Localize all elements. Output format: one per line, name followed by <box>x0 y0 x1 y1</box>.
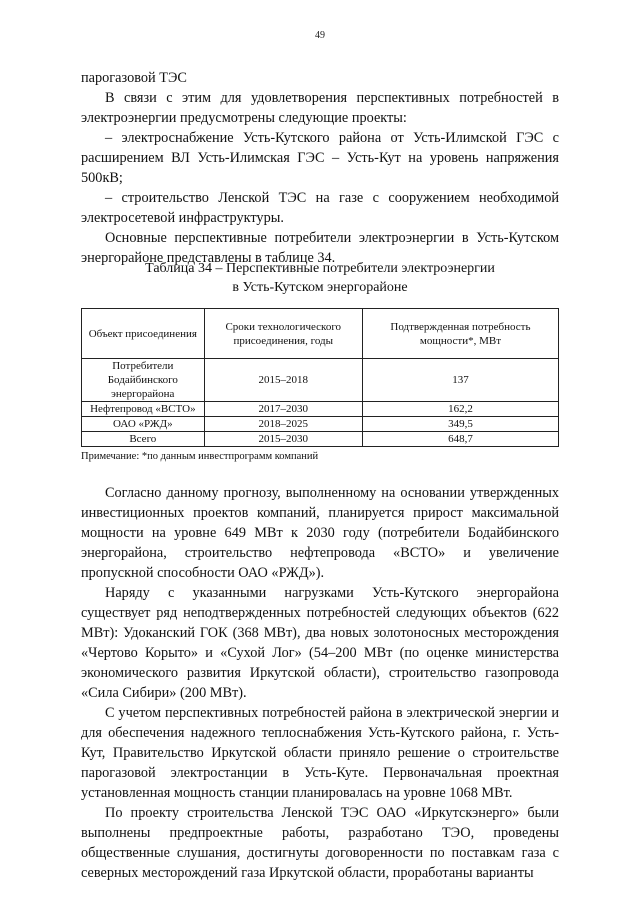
cell-object: Нефтепровод «ВСТО» <box>82 402 205 417</box>
table-row <box>82 417 559 432</box>
paragraph-unconfirmed-needs: Наряду с указанными нагрузками Усть-Кутского энергорайона существует ряд неподтвержденных потребностей следующих объектов (622 МВт): Удоканский ГОК (368 МВт), два новых золотоносных месторождения «Чертово Корыто» и «Сухой Лог» (54–200 МВт (по оценке министерства экономического развития Иркутской области), строительство газопровода «Сила Сибири» (200 МВт). <box>81 585 559 701</box>
cell-terms: 2015–2030 <box>204 432 362 447</box>
table-caption-line-1: Таблица 34 – Перспективные потребители электроэнергии <box>145 261 495 276</box>
table-row-total <box>82 432 559 447</box>
cell-capacity: 137 <box>362 359 558 402</box>
header-object: Объект присоединения <box>82 309 205 359</box>
cell-capacity: 648,7 <box>362 432 558 447</box>
cell-object: ОАО «РЖД» <box>82 417 205 432</box>
paragraph-forecast: Согласно данному прогнозу, выполненному на основании утвержденных инвестиционных проектов компаний, планируется прирост максимальной мощности на уровне 649 МВт к 2030 году (потребители Бодайбинского энергорайона, строительство нефтепровода «ВСТО» и увеличение пропускной способности ОАО «РЖД»). <box>81 485 559 581</box>
table-caption-line-2: в Усть-Кутском энергорайоне <box>232 280 408 295</box>
header-terms: Сроки технологического присоединения, годы <box>204 309 362 359</box>
cell-capacity: 162,2 <box>362 402 558 417</box>
consumers-table <box>81 308 559 447</box>
cell-terms: 2017–2030 <box>204 402 362 417</box>
table-header-row <box>82 309 559 359</box>
paragraph-table-reference: Основные перспективные потребители электроэнергии в Усть-Кутском энергорайоне представлены в таблице 34. <box>81 230 559 266</box>
table-row <box>82 402 559 417</box>
paragraph-projects-intro: В связи с этим для удовлетворения перспективных потребностей в электроэнергии предусмотрены следующие проекты: <box>81 90 559 126</box>
paragraph-government-decision: С учетом перспективных потребностей района в электрической энергии и для обеспечения надежного теплоснабжения Усть-Кутского района, г. Усть-Кут, Правительство Иркутской области приняло решение о строительстве парогазовой электростанции в Усть-Куте. Первоначальная проектная установленная мощность станции планировалась на уровне 1068 МВт. <box>81 705 559 801</box>
table-note: Примечание: *по данным инвестпрограмм компаний <box>81 451 319 462</box>
page-number: 49 <box>315 30 325 41</box>
cell-terms: 2015–2018 <box>204 359 362 402</box>
intro-text <box>81 68 559 268</box>
cell-object: Потребители Бодайбинского энергорайона <box>82 359 205 402</box>
paragraph-lenskaya-project: По проекту строительства Ленской ТЭС ОАО «Иркутскэнерго» были выполнены предпроектные работы, разработано ТЭО, проведены общественные слушания, достигнуты договоренности по поставкам газа с северных месторождений газа Иркутской области, проработаны варианты <box>81 805 559 881</box>
table-row <box>82 359 559 402</box>
paragraph-continuation: парогазовой ТЭС <box>81 70 187 86</box>
paragraph-project-1: – электроснабжение Усть-Кутского района от Усть-Илимской ГЭС с расширением ВЛ Усть-Илимская ГЭС – Усть-Кут на уровень напряжения 500кВ; <box>81 130 559 186</box>
cell-object: Всего <box>82 432 205 447</box>
cell-capacity: 349,5 <box>362 417 558 432</box>
main-text <box>81 483 559 883</box>
header-capacity: Подтвержденная потребность мощности*, МВт <box>362 309 558 359</box>
paragraph-project-2: – строительство Ленской ТЭС на газе с сооружением необходимой электросетевой инфраструктуры. <box>81 190 559 226</box>
table-caption <box>81 259 559 297</box>
cell-terms: 2018–2025 <box>204 417 362 432</box>
